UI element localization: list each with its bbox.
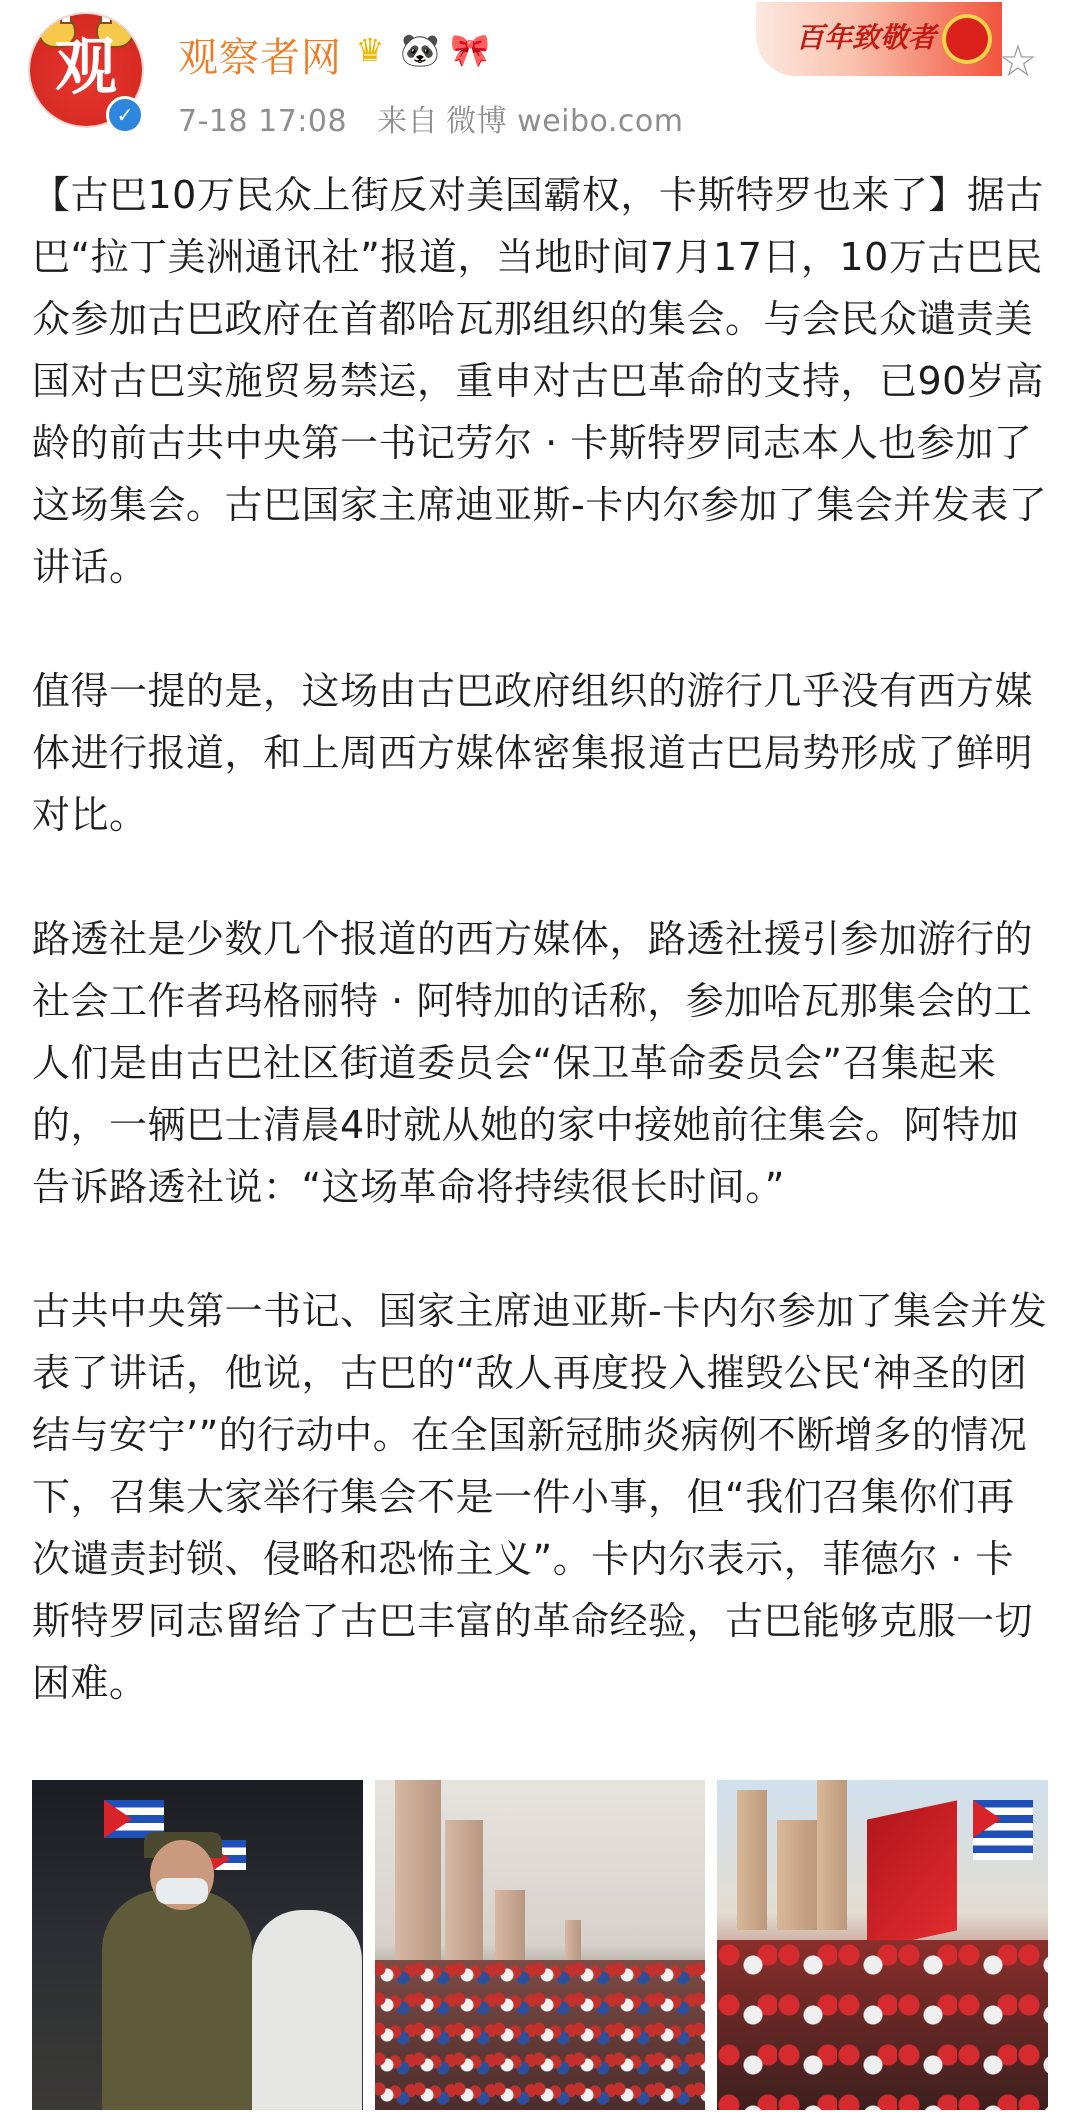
mask-shape [156,1878,208,1904]
crown-icon[interactable]: ♛ [355,31,385,69]
panda-icon[interactable]: 🐼 [400,31,440,69]
username[interactable]: 观察者网 [178,35,342,81]
centennial-banner[interactable] [756,2,1002,76]
person-figure [102,1890,252,2110]
building-shape [395,1780,441,1980]
cuba-flag-icon [973,1800,1033,1860]
timestamp: 7-18 17:08 [178,104,348,139]
photo-rally-flags[interactable] [717,1780,1048,2110]
building-shape [817,1780,847,1930]
favorite-star-icon[interactable]: ☆ [998,36,1038,87]
building-shape [445,1820,483,1980]
building-shape [777,1820,817,1930]
crowd-shape [375,1960,706,2110]
emblem-icon [942,14,992,64]
post-meta [178,96,703,140]
post-paragraph: 古共中央第一书记、国家主席迪亚斯-卡内尔参加了集会并发表了讲话，他说，古巴的“敌人再度投入摧毁公民‘神圣的团结与安宁’”的行动中。在全国新冠肺炎病例不断增多的情况下，召集大家举行集会不是一件小事，但“我们召集你们再次谴责封锁、侵略和恐怖主义”。卡内尔表示，菲德尔 · 卡斯特罗同志留给了古巴丰富的革命经验，古巴能够克服一切困难。 [32,1289,1048,1705]
verified-icon: ✓ [106,96,144,134]
user-badges [350,28,490,72]
banner-text: 百年致敬者 [796,21,937,54]
source-prefix: 来自 [377,104,439,139]
post-header [0,0,1080,150]
ribbon-icon[interactable]: 🎀 [450,31,490,69]
building-shape [737,1790,767,1930]
person-figure [252,1910,362,2110]
post-body [32,164,1052,1714]
avatar-glyph: 观 [54,30,117,103]
image-grid [32,1780,1048,2110]
post-paragraph: 值得一提的是，这场由古巴政府组织的游行几乎没有西方媒体进行报道，和上周西方媒体密集报道古巴局势形成了鲜明对比。 [32,669,1034,837]
red-flag-shape [867,1800,957,1949]
post-paragraph: 路透社是少数几个报道的西方媒体，路透社援引参加游行的社会工作者玛格丽特 · 阿特加的话称，参加哈瓦那集会的工人们是由古巴社区街道委员会“保卫革命委员会”召集起来的，一辆巴士清晨4时就从她的家中接她前往集会。阿特加告诉路透社说：“这场革命将持续很长时间。” [32,917,1034,1209]
source-link[interactable]: 微博 weibo.com [446,104,684,139]
crowd-shape [717,1940,1048,2110]
photo-castro-waving-flag[interactable] [32,1780,363,2110]
post-paragraph: 【古巴10万民众上街反对美国霸权，卡斯特罗也来了】据古巴“拉丁美洲通讯社”报道，当地时间7月17日，10万古巴民众参加古巴政府在首都哈瓦那组织的集会。与会民众谴责美国对古巴实施贸易禁运，重申对古巴革命的支持，已90岁高龄的前古共中央第一书记劳尔 · 卡斯特罗同志本人也参加了这场集会。古巴国家主席迪亚斯-卡内尔参加了集会并发表了讲话。 [32,173,1048,589]
photo-crowd-malecon[interactable] [375,1780,706,2110]
